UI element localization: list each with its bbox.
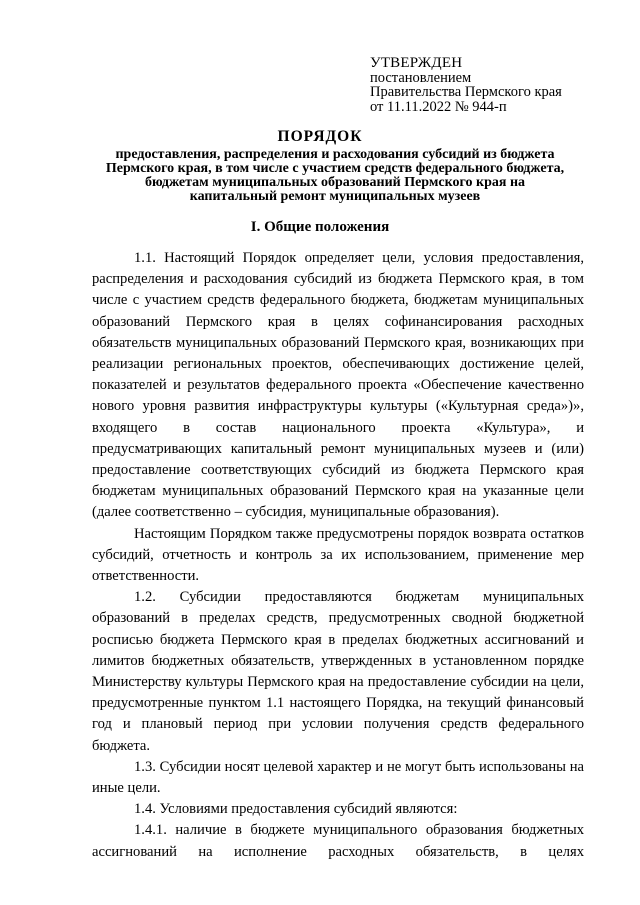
document-body [92, 248, 584, 863]
document-subtitle: предоставления, распределения и расходования субсидий из бюджета Пермского края, в том числе с участием средств федерального бюджета, бюджетам муниципальных образований Пермского края на капитальный ремонт муниципальных музеев [105, 147, 565, 204]
approval-stamp [370, 56, 562, 114]
paragraph-1-1: 1.1. Настоящий Порядок определяет цели, условия предоставления, распределения и расходования субсидий из бюджета Пермского края, в том числе с участием средств федерального бюджета, бюджетам муниципальных образований Пермского края в целях софинансирования расходных обязательств муниципальных образований Пермского края, возникающих при реализации региональных проектов, обеспечивающих достижение целей, показателей и результатов федерального проекта «Обеспечение качественно нового уровня развития инфраструктуры культуры («Культурная среда»)», входящего в состав национального проекта «Культура», и предусматривающих капитальный ремонт муниципальных музеев и (или) предоставление соответствующих субсидий из бюджета Пермского края бюджетам муниципальных образований Пермского края на указанные цели (далее соответственно – субсидия, муниципальные образования). [92, 250, 584, 521]
paragraph-1-4: 1.4. Условиями предоставления субсидий являются: [134, 801, 458, 818]
paragraph-1-2: 1.2. Субсидии предоставляются бюджетам муниципальных образований в пределах средств, предусмотренных сводной бюджетной росписью бюджета Пермского края в пределах бюджетных ассигнований и лимитов бюджетных обязательств, утвержденных в установленном порядке Министерству культуры Пермского края на предоставление субсидии на цели, предусмотренные пунктом 1.1 настоящего Порядка, на текущий финансовый год и плановый период при условии получения средств федерального бюджета. [92, 589, 584, 754]
approval-line-1: постановлением [370, 69, 472, 86]
approval-line-2: Правительства Пермского края [370, 84, 562, 100]
paragraph-1-3: 1.3. Субсидии носят целевой характер и не могут быть использованы на иные цели. [92, 758, 584, 797]
paragraph-1-1-cont: Настоящим Порядком также предусмотрены порядок возврата остатков субсидий, отчетность и контроль за их использованием, применение мер ответственности. [92, 525, 584, 585]
approval-line-3: от 11.11.2022 № 944-п [370, 98, 507, 115]
paragraph-1-4-1: 1.4.1. наличие в бюджете муниципального образования бюджетных ассигнований на исполнение расходных обязательств, в целях [92, 822, 584, 860]
document-title: ПОРЯДОК [277, 128, 363, 145]
approval-title: УТВЕРЖДЕН [370, 55, 463, 71]
section-title: I. Общие положения [250, 219, 390, 235]
